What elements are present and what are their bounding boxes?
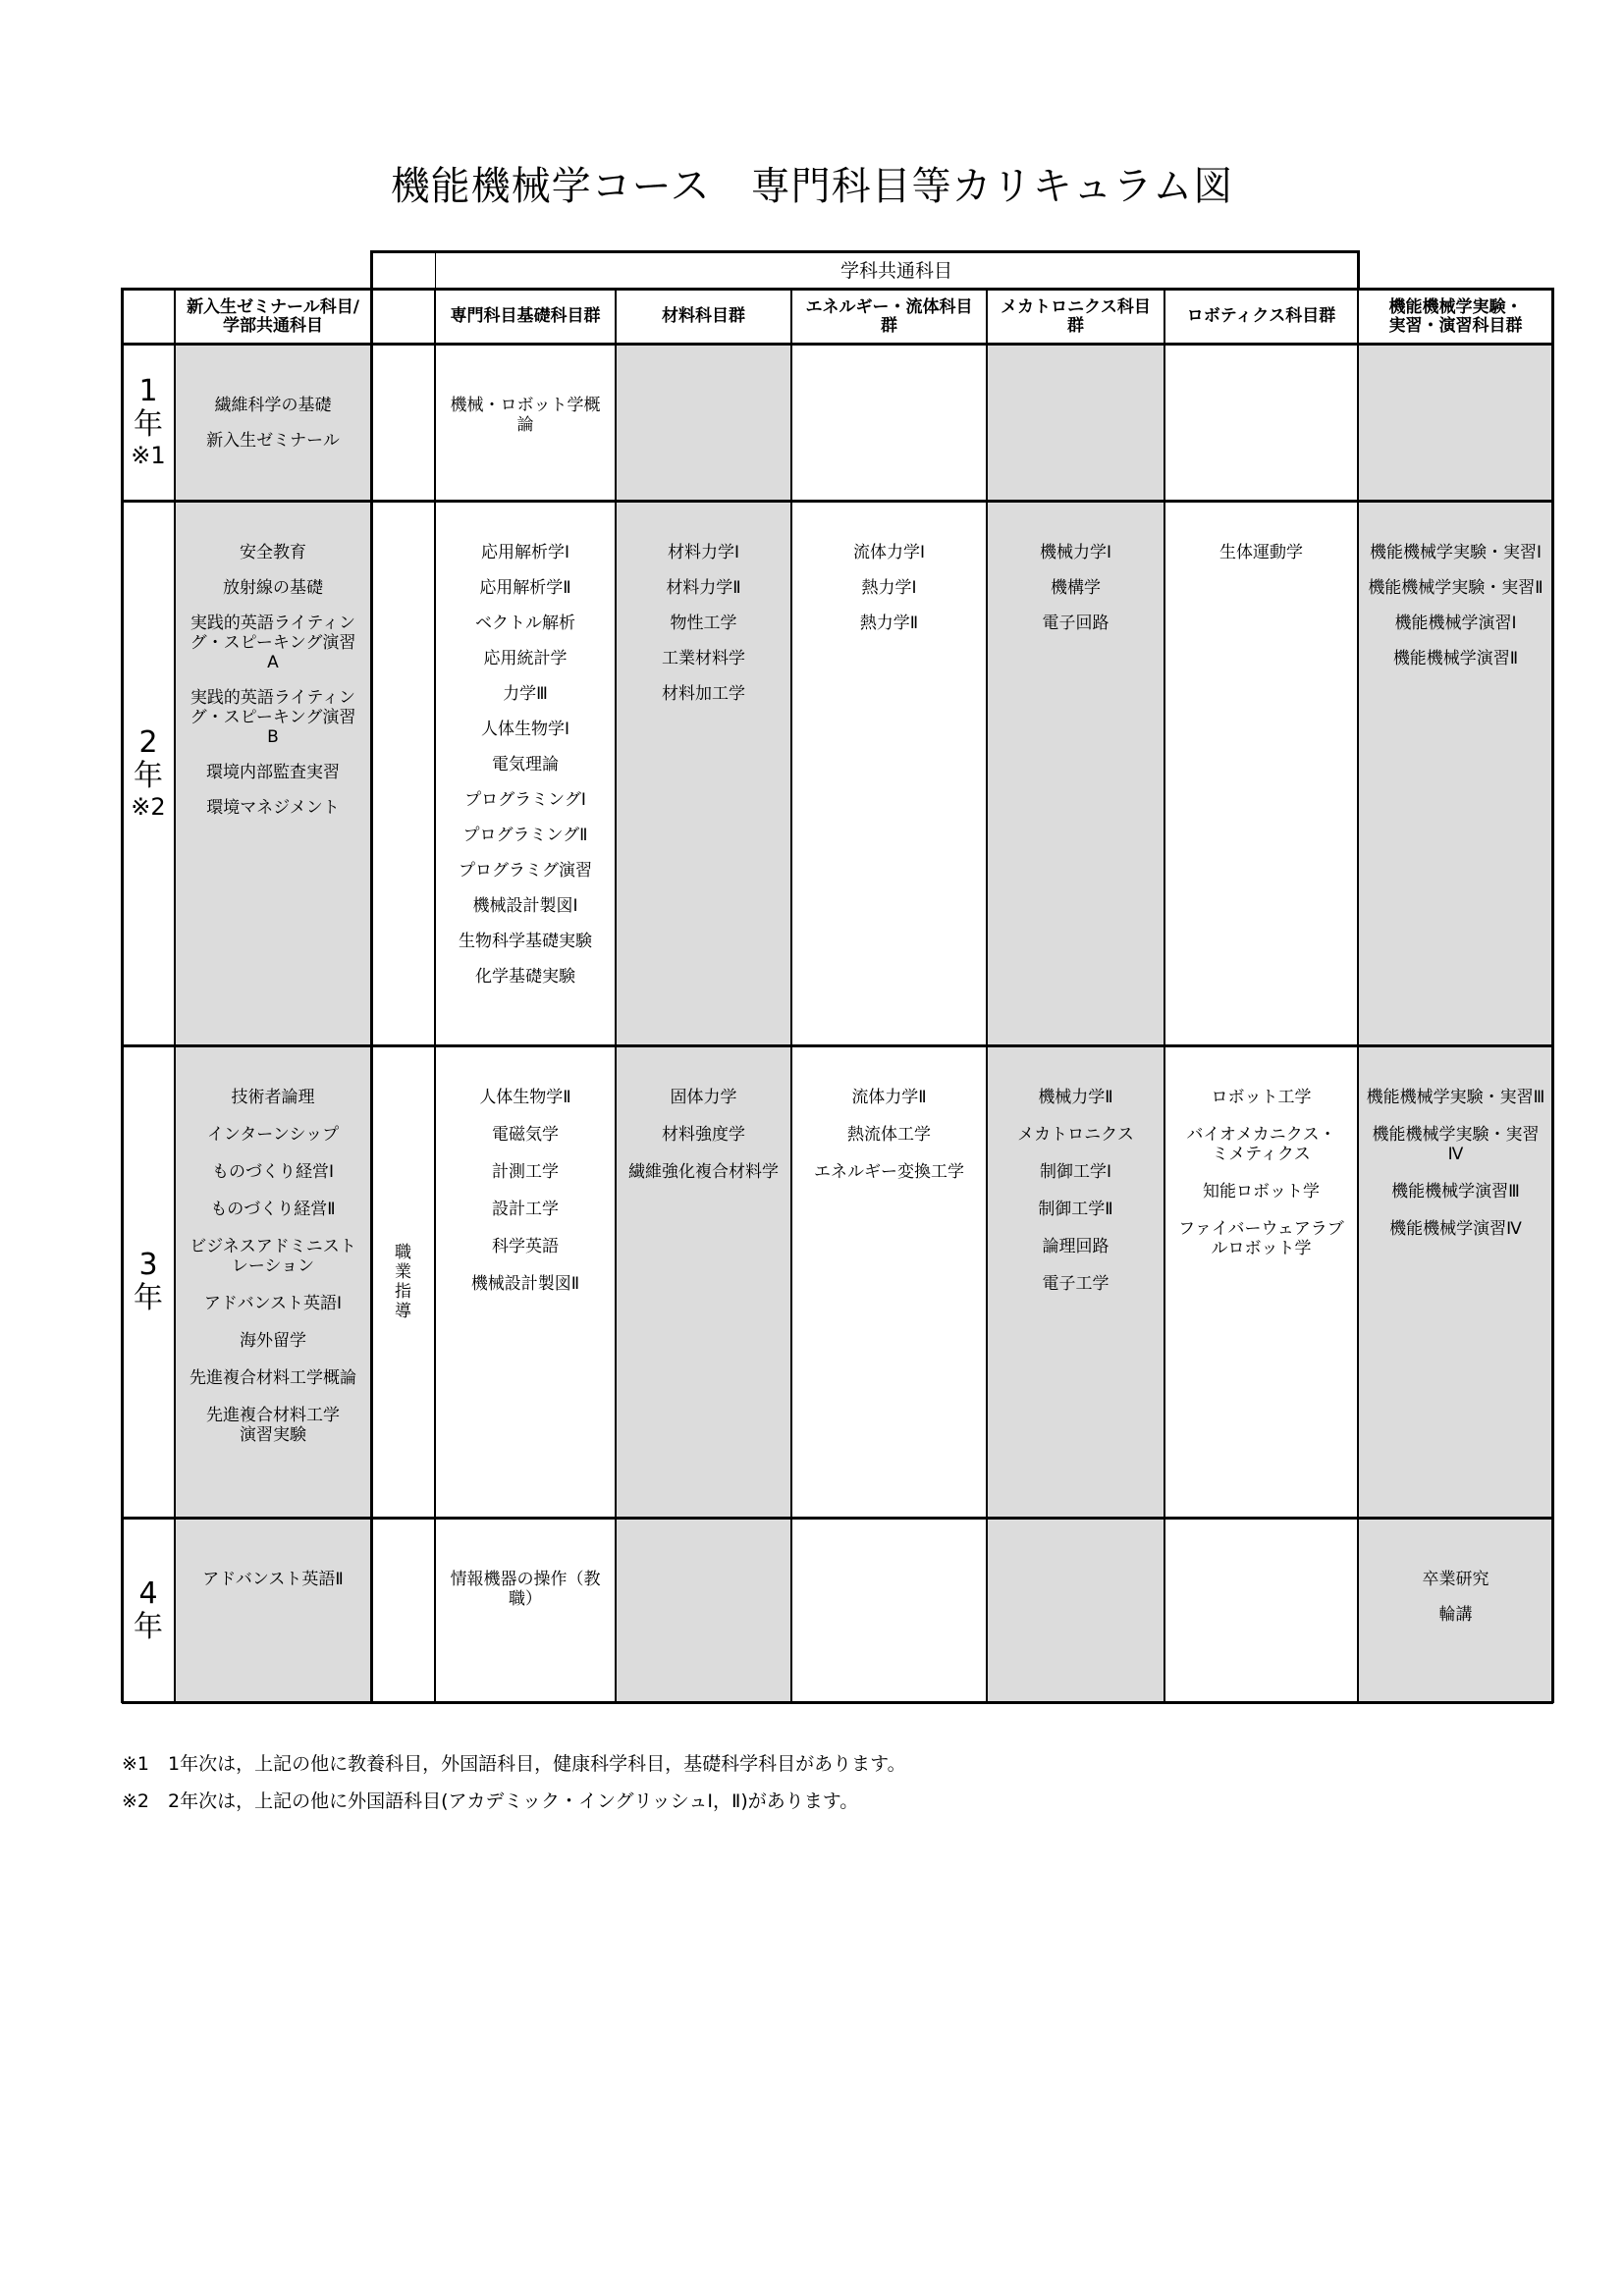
subject-item: プログラミングⅠ (464, 790, 586, 810)
subject-item: 先進複合材料工学 演習実験 (206, 1406, 340, 1445)
year-text: 3 (138, 1247, 158, 1282)
subject-item: 輪講 (1438, 1605, 1473, 1625)
subject-item: 応用解析学Ⅰ (480, 543, 569, 562)
subject-item: 電子回路 (1042, 614, 1110, 633)
subject-item: 新入生ゼミナール (206, 431, 340, 451)
subject-item: 知能ロボット学 (1203, 1182, 1320, 1201)
subject-item: ロボット工学 (1211, 1088, 1312, 1107)
subject-item: 機能機械学演習Ⅰ (1394, 614, 1517, 633)
subject-item: 材料加工学 (662, 684, 745, 704)
subject-item: 機構学 (1051, 578, 1101, 598)
subject-item: プログラミングⅡ (462, 826, 588, 845)
cell-y1-c6 (1164, 344, 1358, 501)
cell-y3-c0 (175, 1045, 371, 1518)
column-header-0: 新入生ゼミナール科目/ 学部共通科目 (175, 290, 371, 344)
year-note: ※1 (131, 442, 166, 469)
cell-y1-c1 (371, 344, 435, 501)
subject-item: 生物科学基礎実験 (459, 932, 592, 951)
subject-item: 固体力学 (670, 1088, 737, 1107)
common-subjects-header: 学科共通科目 (435, 252, 1358, 290)
subject-item: ファイバーウェアラブ ルロボット学 (1178, 1219, 1344, 1258)
cell-y1-c3 (616, 344, 791, 501)
subject-item: 計測工学 (492, 1162, 559, 1182)
subject-item: 機能機械学実験・実習Ⅲ (1366, 1088, 1545, 1107)
cell-y4-c0 (175, 1518, 371, 1703)
footnote-1: ※1 1年次は，上記の他に教養科目，外国語科目，健康科学科目，基礎科学科目があります。 (122, 1753, 906, 1775)
subject-item: 先進複合材料工学概論 (189, 1368, 356, 1388)
cell-y3-c7 (1358, 1045, 1553, 1518)
cell-y1-c5 (987, 344, 1164, 501)
subject-item: 流体力学Ⅰ (852, 543, 925, 562)
subject-item: アドバンスト英語Ⅰ (203, 1294, 343, 1313)
year-text: 年 (134, 1280, 163, 1315)
year-text: 2 (138, 724, 158, 760)
column-header-4: エネルギー・流体科目 群 (791, 290, 987, 344)
cell-y1-c2 (435, 344, 616, 501)
row-divider-2 (122, 1044, 1553, 1047)
subject-item: 機能機械学実験・実習Ⅰ (1369, 543, 1542, 562)
footnote-2: ※2 2年次は，上記の他に外国語科目(アカデミック・イングリッシュⅠ，Ⅱ)があります。 (122, 1790, 859, 1812)
column-header-1 (371, 290, 435, 344)
subject-item: 繊維科学の基礎 (214, 396, 332, 415)
subject-item: ものづくり経営Ⅱ (210, 1200, 336, 1219)
subject-item: 機能機械学演習Ⅳ (1389, 1219, 1522, 1239)
subject-item: 電気理論 (492, 755, 559, 774)
vertical-char: 業 (395, 1261, 411, 1282)
subject-item: 機械力学Ⅱ (1038, 1088, 1113, 1107)
subject-item: 生体運動学 (1219, 543, 1303, 562)
subject-item: ものづくり経営Ⅰ (211, 1162, 334, 1182)
subject-item: 機械設計製図Ⅰ (472, 896, 578, 916)
subject-item: 熱流体工学 (847, 1125, 931, 1145)
cell-y3-c5 (987, 1045, 1164, 1518)
subject-item: バイオメカニクス・ ミメティクス (1186, 1125, 1336, 1164)
column-header-6: ロボティクス科目群 (1164, 290, 1358, 344)
subject-item: 環境マネジメント (206, 798, 340, 818)
cell-y4-c5 (987, 1518, 1164, 1703)
year-label-2 (122, 501, 175, 1045)
column-header-3: 材料科目群 (616, 290, 791, 344)
subject-item: 安全教育 (240, 543, 306, 562)
subject-item: 制御工学Ⅱ (1038, 1200, 1113, 1219)
cell-y2-c5 (987, 501, 1164, 1045)
cell-y2-c1 (371, 501, 435, 1045)
cell-y4-c2 (435, 1518, 616, 1703)
year-text: 4 (138, 1575, 158, 1611)
common-top-border (371, 250, 1358, 253)
subject-item: 実践的英語ライティン グ・スピーキング演習 B (189, 688, 356, 747)
cell-y2-c3 (616, 501, 791, 1045)
subject-item: 化学基礎実験 (475, 967, 575, 987)
subject-item: 熱力学Ⅱ (859, 614, 919, 633)
cell-y3-c2 (435, 1045, 616, 1518)
subject-item: 論理回路 (1042, 1237, 1110, 1256)
year-label-3 (122, 1045, 175, 1518)
vertical-char: 指 (395, 1281, 411, 1302)
year-note: ※2 (131, 792, 166, 821)
subject-item: 電磁気学 (492, 1125, 559, 1145)
subject-item: プログラミグ演習 (459, 861, 592, 881)
subject-item: 情報機器の操作（教 職） (450, 1570, 601, 1609)
year-label-4 (122, 1518, 175, 1703)
cell-y3-c4 (791, 1045, 987, 1518)
header-bottom-border (122, 343, 1553, 346)
year-text: 年 (134, 758, 163, 793)
subject-item: 人体生物学Ⅰ (480, 720, 569, 739)
common-left-border (370, 250, 373, 1703)
subject-item: インターンシップ (206, 1125, 340, 1145)
cell-y3-c3 (616, 1045, 791, 1518)
column-header-7: 機能機械学実験・ 実習・演習科目群 (1358, 290, 1553, 344)
column-header-2: 専門科目基礎科目群 (435, 290, 616, 344)
subject-item: 機能機械学演習Ⅲ (1391, 1182, 1520, 1201)
subject-item: 応用解析学Ⅱ (479, 578, 571, 598)
cell-y2-c0 (175, 501, 371, 1045)
subject-item: 技術者論理 (231, 1088, 315, 1107)
subject-item: アドバンスト英語Ⅱ (202, 1570, 344, 1589)
cell-y4-c1 (371, 1518, 435, 1703)
row-divider-3 (122, 1517, 1553, 1520)
year-text: 1 (138, 374, 158, 408)
subject-item: 卒業研究 (1422, 1570, 1489, 1589)
subject-item: メカトロニクス (1017, 1125, 1134, 1145)
subject-item: 制御工学Ⅰ (1039, 1162, 1111, 1182)
subject-item: 海外留学 (240, 1331, 306, 1351)
subject-item: 機械力学Ⅰ (1039, 543, 1111, 562)
subject-item: 繊維強化複合材料学 (628, 1162, 779, 1182)
cell-y1-c0 (175, 344, 371, 501)
subject-item: 電子工学 (1042, 1274, 1110, 1294)
year-label-1 (122, 344, 175, 501)
subject-item: 材料強度学 (662, 1125, 745, 1145)
subject-item: エネルギー変換工学 (814, 1162, 964, 1182)
subject-item: 科学英語 (492, 1237, 559, 1256)
subject-item: 機能機械学演習Ⅱ (1392, 649, 1519, 668)
subject-item: 材料力学Ⅰ (667, 543, 739, 562)
subject-item: 放射線の基礎 (223, 578, 323, 598)
vertical-char: 導 (395, 1301, 411, 1321)
subject-item: 材料力学Ⅱ (666, 578, 741, 598)
subject-item: 応用統計学 (483, 649, 568, 668)
page-title: 機能機械学コース 専門科目等カリキュラム図 (390, 164, 1234, 209)
subject-item: 機能機械学実験・実習 Ⅳ (1372, 1125, 1540, 1164)
cell-y2-c4 (791, 501, 987, 1045)
subject-item: 工業材料学 (662, 649, 745, 668)
cell-y4-c7 (1358, 1518, 1553, 1703)
subject-item: 機械・ロボット学概 論 (450, 396, 601, 435)
cell-y1-c7 (1358, 344, 1553, 501)
subject-item: 設計工学 (492, 1200, 559, 1219)
row-divider-1 (122, 500, 1553, 503)
cell-y1-c4 (791, 344, 987, 501)
subject-item: 環境内部監査実習 (206, 763, 340, 782)
subject-item: ビジネスアドミニスト レーション (189, 1237, 356, 1276)
year-text: 年 (134, 1609, 163, 1644)
common-right-border (1357, 250, 1360, 290)
subject-item: ベクトル解析 (475, 614, 575, 633)
subject-item: 熱力学Ⅰ (861, 578, 917, 598)
vertical-char: 職 (395, 1242, 411, 1262)
subject-item: 流体力学Ⅱ (851, 1088, 927, 1107)
subject-item: 人体生物学Ⅱ (479, 1088, 571, 1107)
subject-item: 機能機械学実験・実習Ⅱ (1368, 578, 1543, 598)
subject-item: 物性工学 (670, 614, 737, 633)
subject-item: 力学Ⅲ (503, 684, 548, 704)
cell-y3-c6 (1164, 1045, 1358, 1518)
cell-y4-c3 (616, 1518, 791, 1703)
subject-item: 機械設計製図Ⅱ (470, 1274, 580, 1294)
cell-y2-c7 (1358, 501, 1553, 1045)
table-top-border (122, 288, 1553, 291)
table-bottom-border (122, 1701, 1553, 1704)
cell-y2-c2 (435, 501, 616, 1045)
header-corner (122, 290, 175, 344)
column-header-5: メカトロニクス科目 群 (987, 290, 1164, 344)
year-text: 年 (134, 407, 163, 442)
cell-y3-c1 (371, 1045, 435, 1518)
cell-y2-c6 (1164, 501, 1358, 1045)
cell-y4-c4 (791, 1518, 987, 1703)
cell-y4-c6 (1164, 1518, 1358, 1703)
subject-item: 実践的英語ライティン グ・スピーキング演習 A (189, 614, 356, 672)
